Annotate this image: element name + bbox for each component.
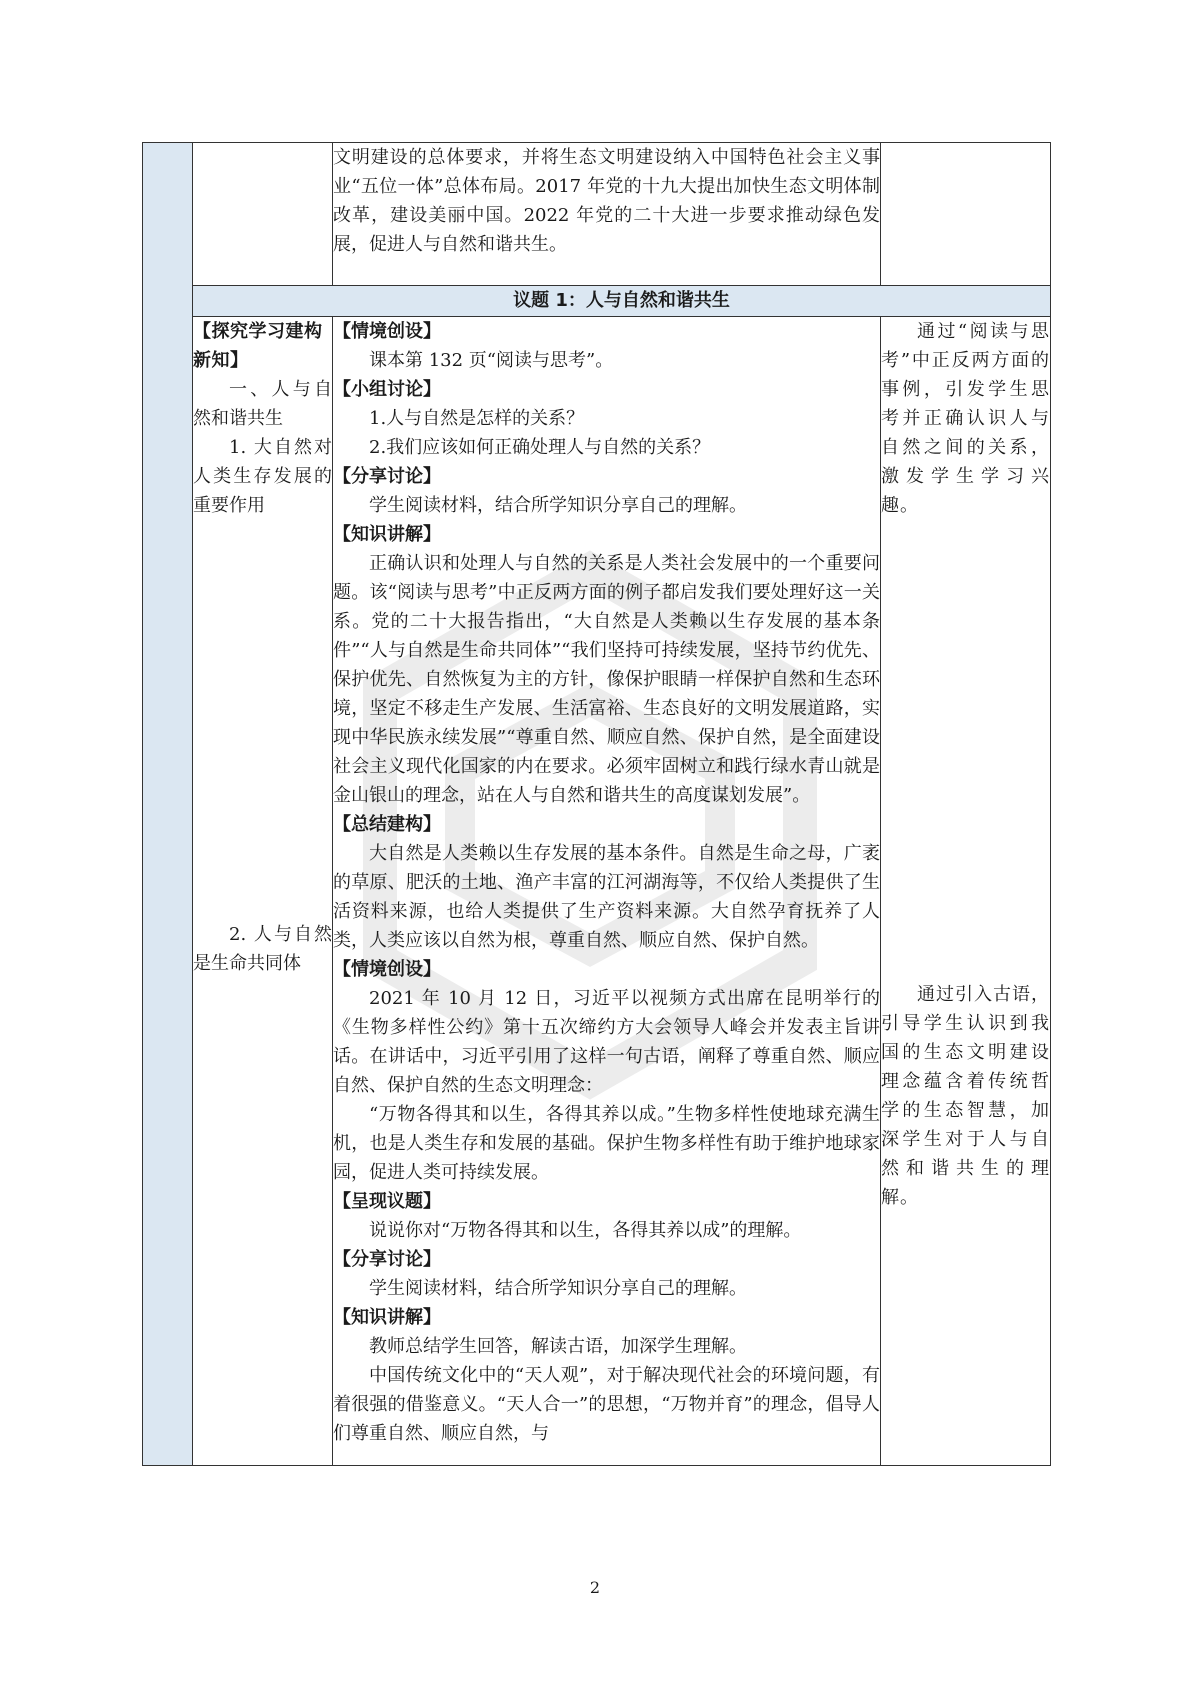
present-topic-heading: 【呈现议题】 bbox=[333, 1191, 441, 1212]
knowledge-heading-1: 【知识讲解】 bbox=[333, 524, 441, 545]
design-note-1: 通过“阅读与思考”中正反两方面的事例，引发学生思考并正确认识人与自然之间的关系，激发学生学习兴趣。 bbox=[881, 321, 1050, 516]
share-text-2: 学生阅读材料，结合所学知识分享自己的理解。 bbox=[369, 1278, 747, 1299]
scenario-text-1: 课本第 132 页“阅读与思考”。 bbox=[369, 350, 614, 371]
stage-column bbox=[193, 317, 333, 1466]
discussion-question-2: 2.我们应该如何正确处理人与自然的关系？ bbox=[369, 437, 711, 458]
share-heading-1: 【分享讨论】 bbox=[333, 466, 441, 487]
scenario-heading-2: 【情境创设】 bbox=[333, 959, 441, 980]
scenario-heading-1: 【情境创设】 bbox=[333, 321, 441, 342]
continuation-empty-cell bbox=[193, 143, 333, 286]
share-text-1: 学生阅读材料，结合所学知识分享自己的理解。 bbox=[369, 495, 747, 516]
left-band-cell bbox=[143, 143, 193, 1466]
activity-column bbox=[333, 317, 881, 1466]
lesson-plan-table bbox=[142, 142, 1051, 1466]
knowledge-text-3: 中国传统文化中的“天人观”，对于解决现代社会的环境问题，有着很强的借鉴意义。“天人合一”的思想，“万物并育”的理念，倡导人们尊重自然、顺应自然，与 bbox=[333, 1365, 880, 1444]
scenario-quote-text: “万物各得其和以生，各得其养以成。”生物多样性使地球充满生机，也是人类生存和发展的基础。保护生物多样性有助于维护地球家园，促进人类可持续发展。 bbox=[333, 1104, 880, 1183]
section-title: 一、人与自然和谐共生 bbox=[193, 379, 332, 429]
summary-text: 大自然是人类赖以生存发展的基本条件。自然是生命之母，广袤的草原、肥沃的土地、渔产丰富的江河湖海等，不仅给人类提供了生活资料来源，也给人类提供了生产资料来源。大自然孕育抚养了人类，人类应该以自然为根，尊重自然、顺应自然、保护自然。 bbox=[333, 843, 880, 951]
stage-heading: 【探究学习建构新知】 bbox=[193, 321, 323, 371]
knowledge-text-1: 正确认识和处理人与自然的关系是人类社会发展中的一个重要问题。该“阅读与思考”中正反两方面的例子都启发我们要处理好这一关系。党的二十大报告指出，“大自然是人类赖以生存发展的基本条件”“人与自然是生命共同体”“我们坚持可持续发展，坚持节约优先、保护优先、自然恢复为主的方针，像保护眼睛一样保护自然和生态环境，坚定不移走生产发展、生活富裕、生态良好的文明发展道路，实现中华民族永续发展”“尊重自然、顺应自然、保护自然，是全面建设社会主义现代化国家的内在要求。必须牢固树立和践行绿水青山就是金山银山的理念，站在人与自然和谐共生的高度谋划发展”。 bbox=[333, 553, 880, 806]
continuation-text: 文明建设的总体要求，并将生态文明建设纳入中国特色社会主义事业“五位一体”总体布局。2017 年党的十九大提出加快生态文明体制改革，建设美丽中国。2022 年党的二十大进一步要求推动绿色发展，促进人与自然和谐共生。 bbox=[333, 147, 880, 255]
present-topic-text: 说说你对“万物各得其和以生，各得其养以成”的理解。 bbox=[369, 1220, 802, 1241]
discussion-question-1: 1.人与自然是怎样的关系？ bbox=[369, 408, 585, 429]
group-discussion-heading: 【小组讨论】 bbox=[333, 379, 441, 400]
continuation-row bbox=[143, 143, 1051, 286]
topic-title: 议题 1：人与自然和谐共生 bbox=[193, 286, 1051, 317]
design-note-2: 通过引入古语，引导学生认识到我国的生态文明建设理念蕴含着传统哲学的生态智慧，加深学生对于人与自然和谐共生的理解。 bbox=[881, 984, 1050, 1208]
summary-heading: 【总结建构】 bbox=[333, 814, 441, 835]
continuation-cell bbox=[333, 143, 881, 286]
design-intent-column bbox=[881, 317, 1051, 1466]
continuation-note-cell bbox=[881, 143, 1051, 286]
topic-row bbox=[143, 286, 1051, 317]
knowledge-text-2: 教师总结学生回答，解读古语，加深学生理解。 bbox=[369, 1336, 747, 1357]
knowledge-heading-2: 【知识讲解】 bbox=[333, 1307, 441, 1328]
page-number: 2 bbox=[589, 1578, 601, 1597]
item-1-title: 1. 大自然对人类生存发展的重要作用 bbox=[193, 437, 332, 516]
item-2-title: 2. 人与自然是生命共同体 bbox=[193, 924, 332, 974]
content-row bbox=[143, 317, 1051, 1466]
scenario-text-2: 2021 年 10 月 12 日，习近平以视频方式出席在昆明举行的《生物多样性公约》第十五次缔约方大会领导人峰会并发表主旨讲话。在讲话中，习近平引用了这样一句古语，阐释了尊重自然、顺应自然、保护自然的生态文明理念： bbox=[333, 988, 880, 1096]
share-heading-2: 【分享讨论】 bbox=[333, 1249, 441, 1270]
